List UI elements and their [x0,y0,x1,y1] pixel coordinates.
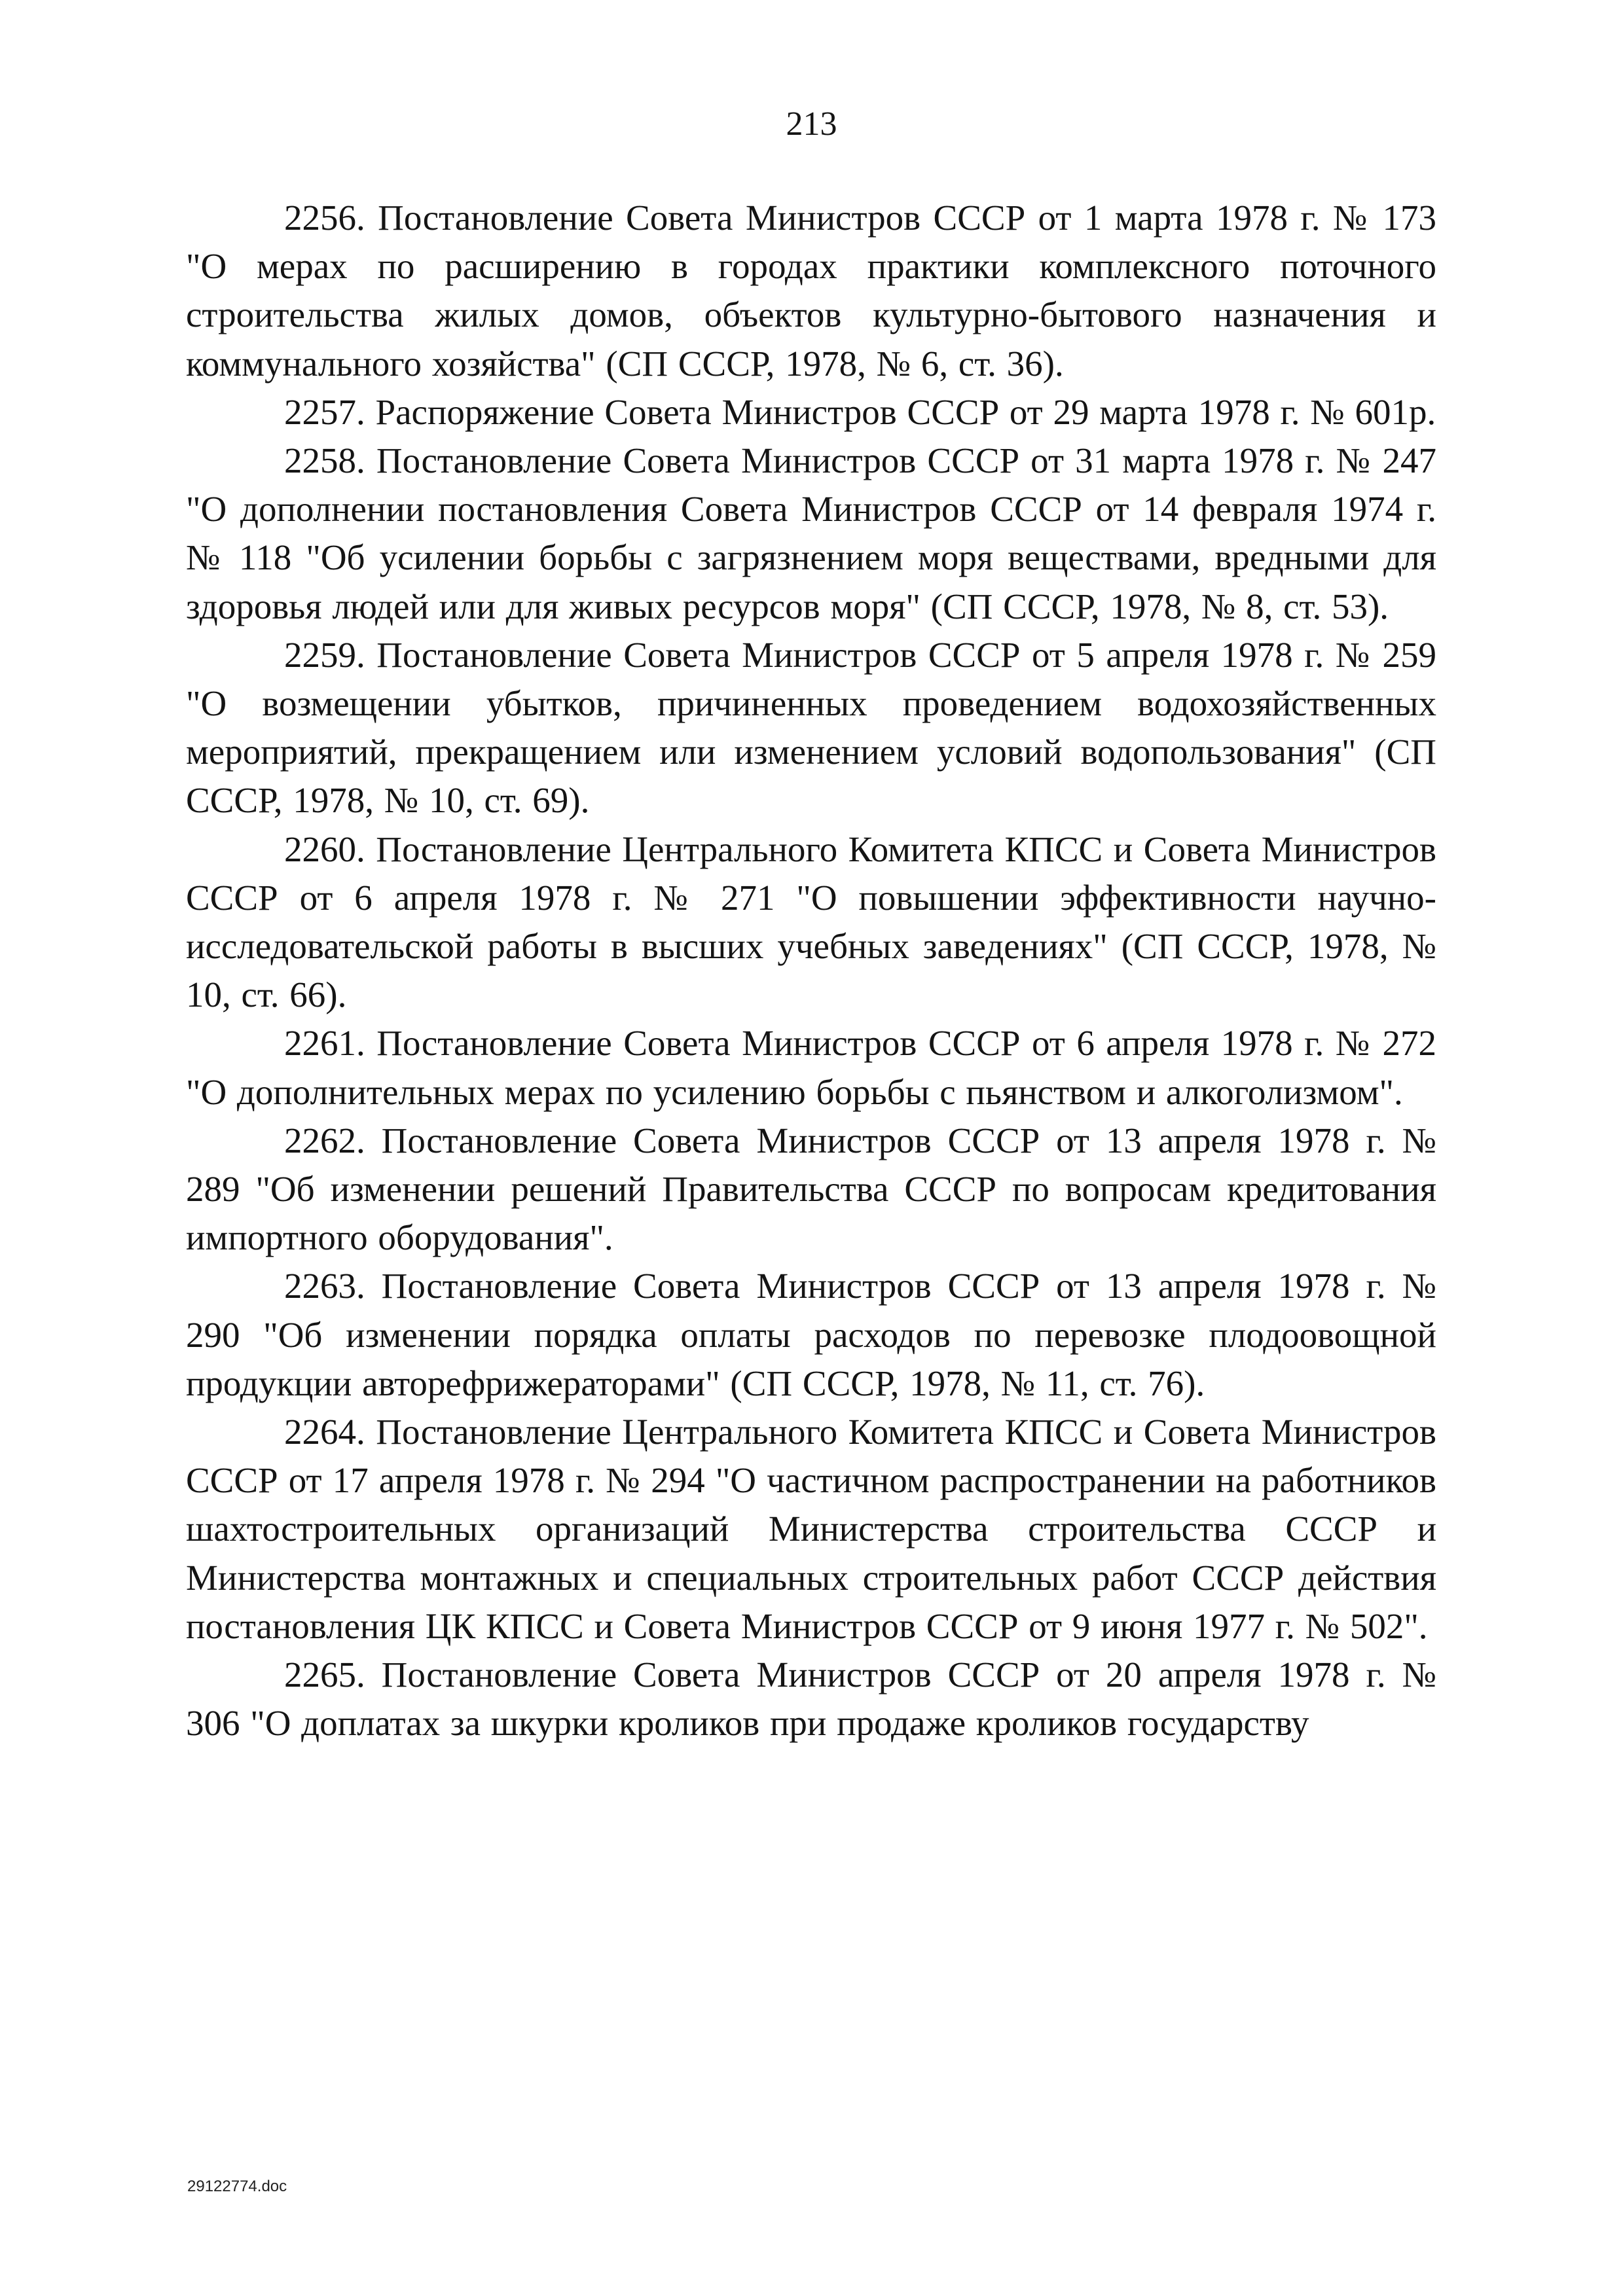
page-number: 213 [786,105,837,143]
entry-2261: 2261. Постановление Совета Министров СССР от 6 апреля 1978 г. № 272 "О дополнительных мерах по усилению борьбы с пьянством и алкоголизмом". [186,1023,1436,1112]
entry-2256: 2256. Постановление Совета Министров СССР от 1 марта 1978 г. № 173 "О мерах по расширению в городах практики комплексного поточного строительства жилых домов, объектов культурно-бытового назначения и коммунального хозяйства" (СП СССР, 1978, № 6, ст. 36). [186,198,1436,384]
entry-2262: 2262. Постановление Совета Министров СССР от 13 апреля 1978 г. № 289 "Об изменении решений Правительства СССР по вопросам кредитования импортного оборудования". [186,1120,1436,1258]
entry-2257: 2257. Распоряжение Совета Министров СССР от 29 марта 1978 г. № 601р. [284,391,1436,432]
document-body [186,194,1436,1748]
entry-2260: 2260. Постановление Центрального Комитета КПСС и Совета Министров СССР от 6 апреля 1978 г. № 271 "О повышении эффективности научно-исследовательской работы в высших учебных заведениях" (СП СССР, 1978, № 10, ст. 66). [186,829,1436,1015]
footer-filename: 29122774.doc [187,2178,287,2195]
entry-2264: 2264. Постановление Центрального Комитета КПСС и Совета Министров СССР от 17 апреля 1978 г. № 294 "О частичном распространении на работников шахтостроительных организаций Министерства строительства СССР и Министерства монтажных и специальных строительных работ СССР действия постановления ЦК КПСС и Совета Министров СССР от 9 июня 1977 г. № 502". [186,1412,1436,1646]
entry-2265: 2265. Постановление Совета Министров СССР от 20 апреля 1978 г. № 306 "О доплатах за шкурки кроликов при продаже кроликов государству [186,1655,1436,1744]
entry-2263: 2263. Постановление Совета Министров СССР от 13 апреля 1978 г. № 290 "Об изменении порядка оплаты расходов по перевозке плодоовощной продукции авторефрижераторами" (СП СССР, 1978, № 11, ст. 76). [186,1266,1436,1403]
entry-2259: 2259. Постановление Совета Министров СССР от 5 апреля 1978 г. № 259 "О возмещении убытков, причиненных проведением водохозяйственных мероприятий, прекращением или изменением условий водопользования" (СП СССР, 1978, № 10, ст. 69). [186,634,1436,821]
entry-2258: 2258. Постановление Совета Министров СССР от 31 марта 1978 г. № 247 "О дополнении постановления Совета Министров СССР от 14 февраля 1974 г. № 118 "Об усилении борьбы с загрязнением моря веществами, вредными для здоровья людей или для живых ресурсов моря" (СП СССР, 1978, № 8, ст. 53). [186,440,1436,626]
